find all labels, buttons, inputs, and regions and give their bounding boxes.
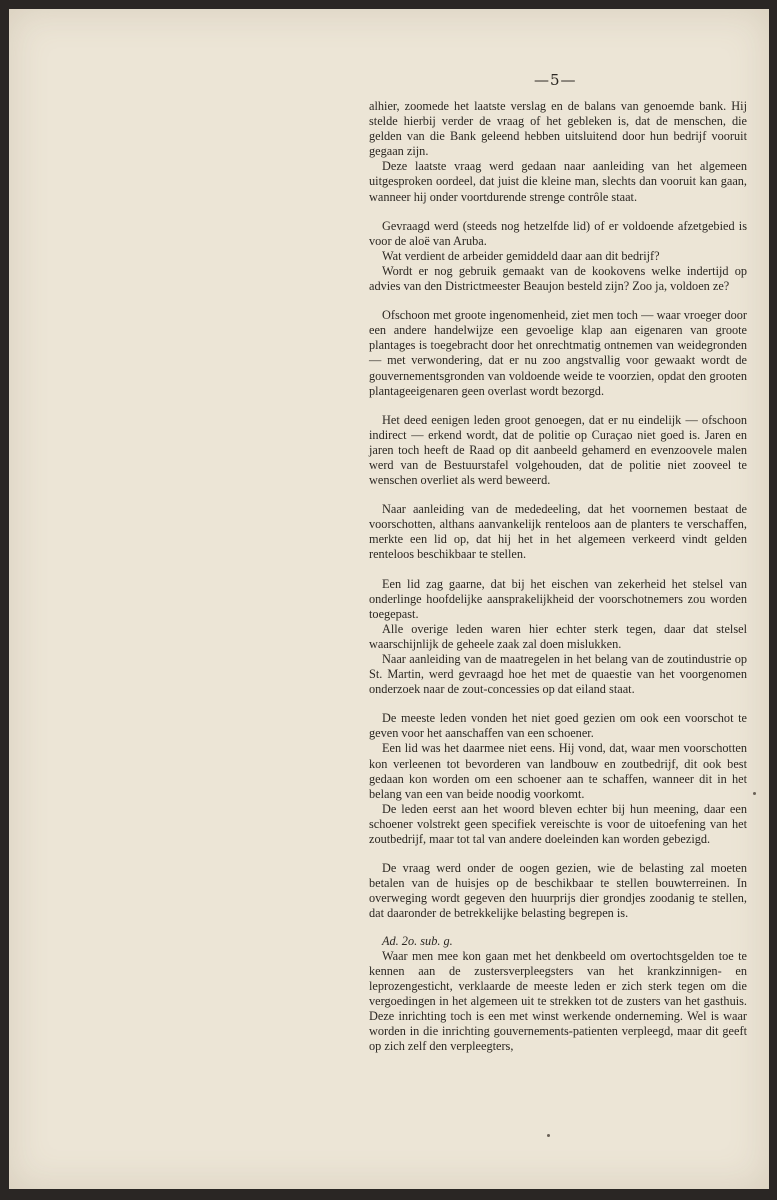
paragraph: Gevraagd werd (steeds nog hetzelfde lid) of er voldoende afzetgebied is voor de aloë van Aruba. (369, 218, 747, 248)
paragraph: Naar aanleiding van de maatregelen in het belang van de zoutindustrie op St. Martin, werd gevraagd hoe het met de quaestie van het voorgenomen onderzoek naar de zout-concessies op dat eiland staat. (369, 652, 747, 697)
paragraph: Wordt er nog gebruik gemaakt van de kookovens welke indertijd op advies van den Districtmeester Beaujon besteld zijn? Zoo ja, voldoen ze? (369, 263, 747, 294)
paragraph: Alle overige leden waren hier echter sterk tegen, daar dat stelsel waarschijnlijk de geheele zaak zal doen mislukken. (369, 621, 747, 651)
section-heading: Ad. 2o. sub. g. (382, 933, 453, 948)
paragraph: Een lid zag gaarne, dat bij het eischen van zekerheid het stelsel van onderlinge hoofdelijke aansprakelijkheid der voorschotnemers zou worden toegepast. (369, 576, 747, 621)
paper-speck (753, 792, 756, 795)
paragraph: Ofschoon met groote ingenomenheid, ziet men toch — waar vroeger door een andere handelwijze een gevoelige klap aan eigenaren van groote plantages is toegebracht door het onrechtmatig ontnemen van weidegronden — met verwondering, dat er nu zoo angstvallig voor gewaakt wordt de gouvernementsgronden van voldoende weide te voorzien, opdat den grooten plantageeigenaren geen overlast wordt bezorgd. (369, 308, 747, 398)
paper-speck (547, 1134, 550, 1137)
paragraph: Naar aanleiding van de mededeeling, dat het voornemen bestaat de voorschotten, althans aanvankelijk renteloos aan de planters te verschaffen, merkte een lid op, dat hij het in het algemeen verkeerd vindt gelden renteloos beschikbaar te stellen. (369, 502, 747, 562)
document-page (9, 9, 769, 1189)
paragraph: Wat verdient de arbeider gemiddeld daar aan dit bedrijf? (382, 248, 660, 263)
paragraph: De leden eerst aan het woord bleven echter bij hun meening, daar een schoener volstrekt geen specifiek vereischte is voor de uitoefening van het zoutbedrijf, maar tot tal van andere doeleinden kan worden gebezigd. (369, 801, 747, 847)
paragraph: De vraag werd onder de oogen gezien, wie de belasting zal moeten betalen van de huisjes op de beschikbaar te stellen bouwterreinen. In overweging wordt gegeven den huurprijs dier grondjes zoodanig te stellen, dat daaronder de betrekkelijke belasting begrepen is. (369, 861, 747, 921)
paragraph: Een lid was het daarmee niet eens. Hij vond, dat, waar men voorschotten kon verleenen tot bevorderen van landbouw en zoutbedrijf, dit ook best gedaan kon worden om een schoener aan te schaffen, wanneer dit in het belang van een van beide noodig voorkomt. (369, 741, 747, 801)
paragraph: De meeste leden vonden het niet goed gezien om ook een voorschot te geven voor het aanschaffen van een schoener. (369, 711, 747, 741)
paragraph: Waar men mee kon gaan met het denkbeeld om overtochtsgelden toe te kennen aan de zustersverpleegsters van het krankzinnigen- en leprozengesticht, verklaarde de meeste leden er zich sterk tegen om die vergoedingen in het algemeen uit te strekken tot de zusters van het gasthuis. Deze inrichting toch is een met winst werkende onderneming. Wel is waar worden in die inrichting gouvernements-patienten verpleegd, maar dit geeft op zich zelf den verpleegters, (369, 948, 747, 1054)
paragraph: alhier, zoomede het laatste verslag en de balans van genoemde bank. Hij stelde hierbij verder de vraag of het gebleken is, dat de menschen, die gelden van die Bank geleend hebben uitsluitend door hun bedrijf vooruit gegaan zijn. (369, 99, 747, 159)
paragraph: Deze laatste vraag werd gedaan naar aanleiding van het algemeen uitgesproken oordeel, dat juist die kleine man, slechts dan vooruit kan gaan, wanneer hij onder voortdurende strenge contrôle staat. (369, 159, 747, 204)
body-text (369, 99, 747, 1054)
page-number: —5— (534, 71, 577, 89)
paragraph: Het deed eenigen leden groot genoegen, dat er nu eindelijk — ofschoon indirect — erkend wordt, dat de politie op Curaçao niet goed is. Jaren en jaren toch heeft de Raad op dit aanbeeld gehamerd en evenzoovele malen werd van de Bestuurstafel volgehouden, dat de politie niet zooveel te wenschen overliet als werd beweerd. (369, 412, 747, 488)
